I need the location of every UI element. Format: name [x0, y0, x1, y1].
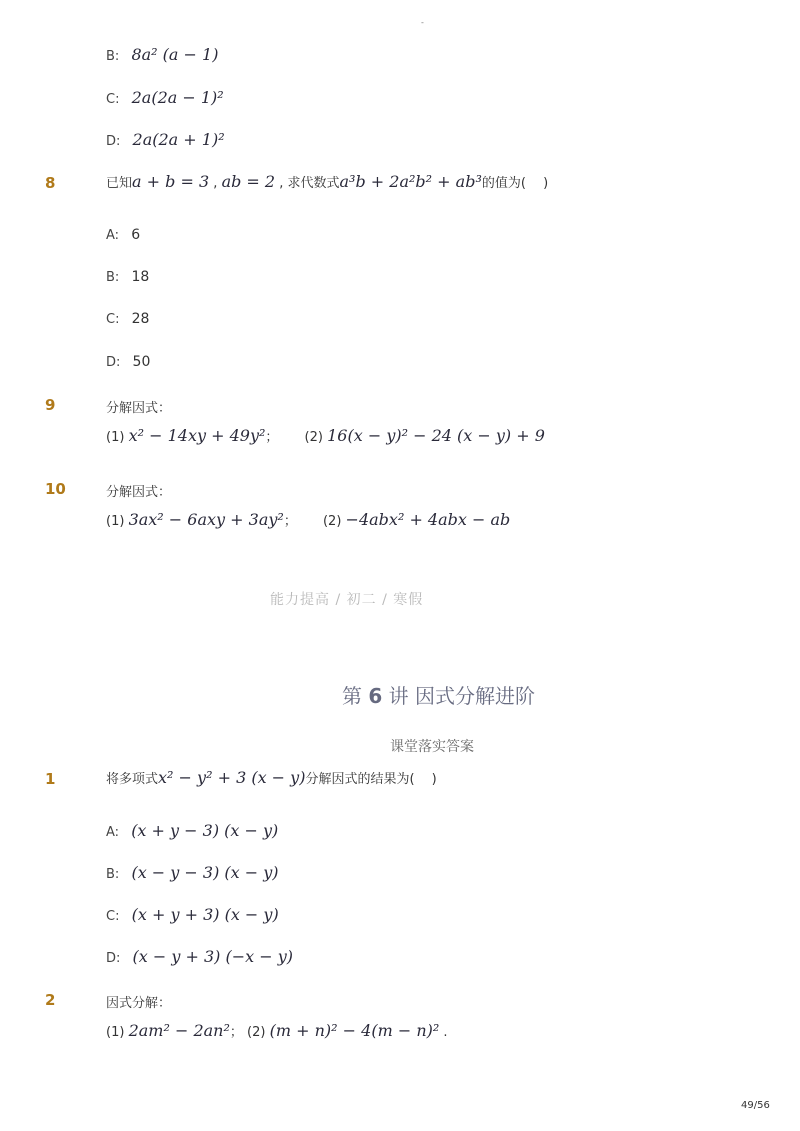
question-number: 1 [45, 770, 56, 788]
option-expression: (x + y − 3) (x − y) [131, 821, 279, 840]
math-expression: ab = 2 [221, 172, 276, 191]
question-prompt: 因式分解： [106, 996, 172, 1011]
option-label: B: [106, 270, 120, 285]
part-end: ； [265, 430, 279, 445]
option-b [106, 269, 149, 285]
math-expression: 3ax² − 6axy + 3ay² [128, 510, 284, 529]
option-d [106, 130, 225, 149]
math-expression: a + b = 3 [132, 172, 210, 191]
page-footer: 能力提高 / 初二 / 寒假 [270, 592, 424, 608]
option-expression: (x − y − 3) (x − y) [131, 863, 279, 882]
section-subtitle: 课堂落实答案 [390, 739, 474, 755]
option-label: C: [106, 909, 120, 924]
question-number: 8 [45, 174, 56, 192]
part-label: (1) [106, 1025, 125, 1040]
question-text-mid: , 求代数式 [279, 176, 340, 191]
part-end: ； [283, 514, 297, 529]
question-text-post: 的值为( ) [481, 176, 549, 191]
part-label: (1) [106, 514, 125, 529]
option-label: D: [106, 355, 121, 370]
math-expression: 2am² − 2an² [128, 1021, 230, 1040]
option-expression: 8a² (a − 1) [131, 45, 219, 64]
option-label: A: [106, 228, 120, 243]
part-end: ； [229, 1025, 243, 1040]
part-label: (2) [247, 1025, 266, 1040]
option-b [106, 863, 279, 882]
question-prompt: 分解因式： [106, 485, 172, 500]
math-expression: x² − 14xy + 49y² [128, 426, 266, 445]
option-label: C: [106, 312, 120, 327]
option-value: 50 [132, 354, 151, 370]
part-label: (2) [304, 430, 323, 445]
option-value: 28 [131, 311, 150, 327]
option-expression: 2a(2a − 1)² [131, 88, 224, 107]
section-title [342, 680, 535, 709]
section-number: 6 [368, 684, 383, 708]
question-text-sep: , [213, 176, 218, 191]
option-a [106, 227, 140, 243]
question-number: 10 [45, 480, 66, 498]
question-number: 2 [45, 991, 56, 1009]
part-label: (1) [106, 430, 125, 445]
question-text-pre: 将多项式 [106, 772, 159, 787]
option-label: D: [106, 951, 121, 966]
option-label: D: [106, 134, 121, 149]
option-label: B: [106, 49, 120, 64]
option-expression: (x + y + 3) (x − y) [131, 905, 279, 924]
question-text [106, 768, 437, 787]
option-d [106, 947, 293, 966]
section-title-prefix: 第 [342, 684, 362, 708]
question-parts [106, 510, 510, 529]
option-b [106, 45, 218, 64]
option-c [106, 311, 149, 327]
page-top-mark: - [421, 18, 424, 27]
option-label: C: [106, 92, 120, 107]
option-a [106, 821, 278, 840]
section-title-text: 讲 因式分解进阶 [388, 684, 535, 708]
option-c [106, 88, 224, 107]
question-text-post: 分解因式的结果为( ) [305, 772, 437, 787]
option-label: A: [106, 825, 120, 840]
option-value: 6 [131, 227, 141, 243]
question-parts [106, 1021, 448, 1040]
math-expression: a³b + 2a²b² + ab³ [339, 172, 482, 191]
option-value: 18 [131, 269, 150, 285]
part-label: (2) [322, 514, 342, 529]
math-expression: 16(x − y)² − 24 (x − y) + 9 [327, 426, 545, 445]
option-label: B: [106, 867, 120, 882]
math-expression: x² − y² + 3 (x − y) [158, 768, 306, 787]
question-parts [106, 426, 545, 445]
option-c [106, 905, 279, 924]
question-text [106, 172, 548, 191]
question-number: 9 [45, 396, 56, 414]
part-end: . [443, 1025, 448, 1040]
option-expression: 2a(2a + 1)² [132, 130, 225, 149]
question-text-pre: 已知 [106, 176, 133, 191]
option-d [106, 354, 150, 370]
question-prompt: 分解因式： [106, 401, 172, 416]
math-expression: −4abx² + 4abx − ab [345, 510, 511, 529]
math-expression: (m + n)² − 4(m − n)² [269, 1021, 440, 1040]
page-number: 49/56 [741, 1100, 770, 1111]
option-expression: (x − y + 3) (−x − y) [132, 947, 294, 966]
